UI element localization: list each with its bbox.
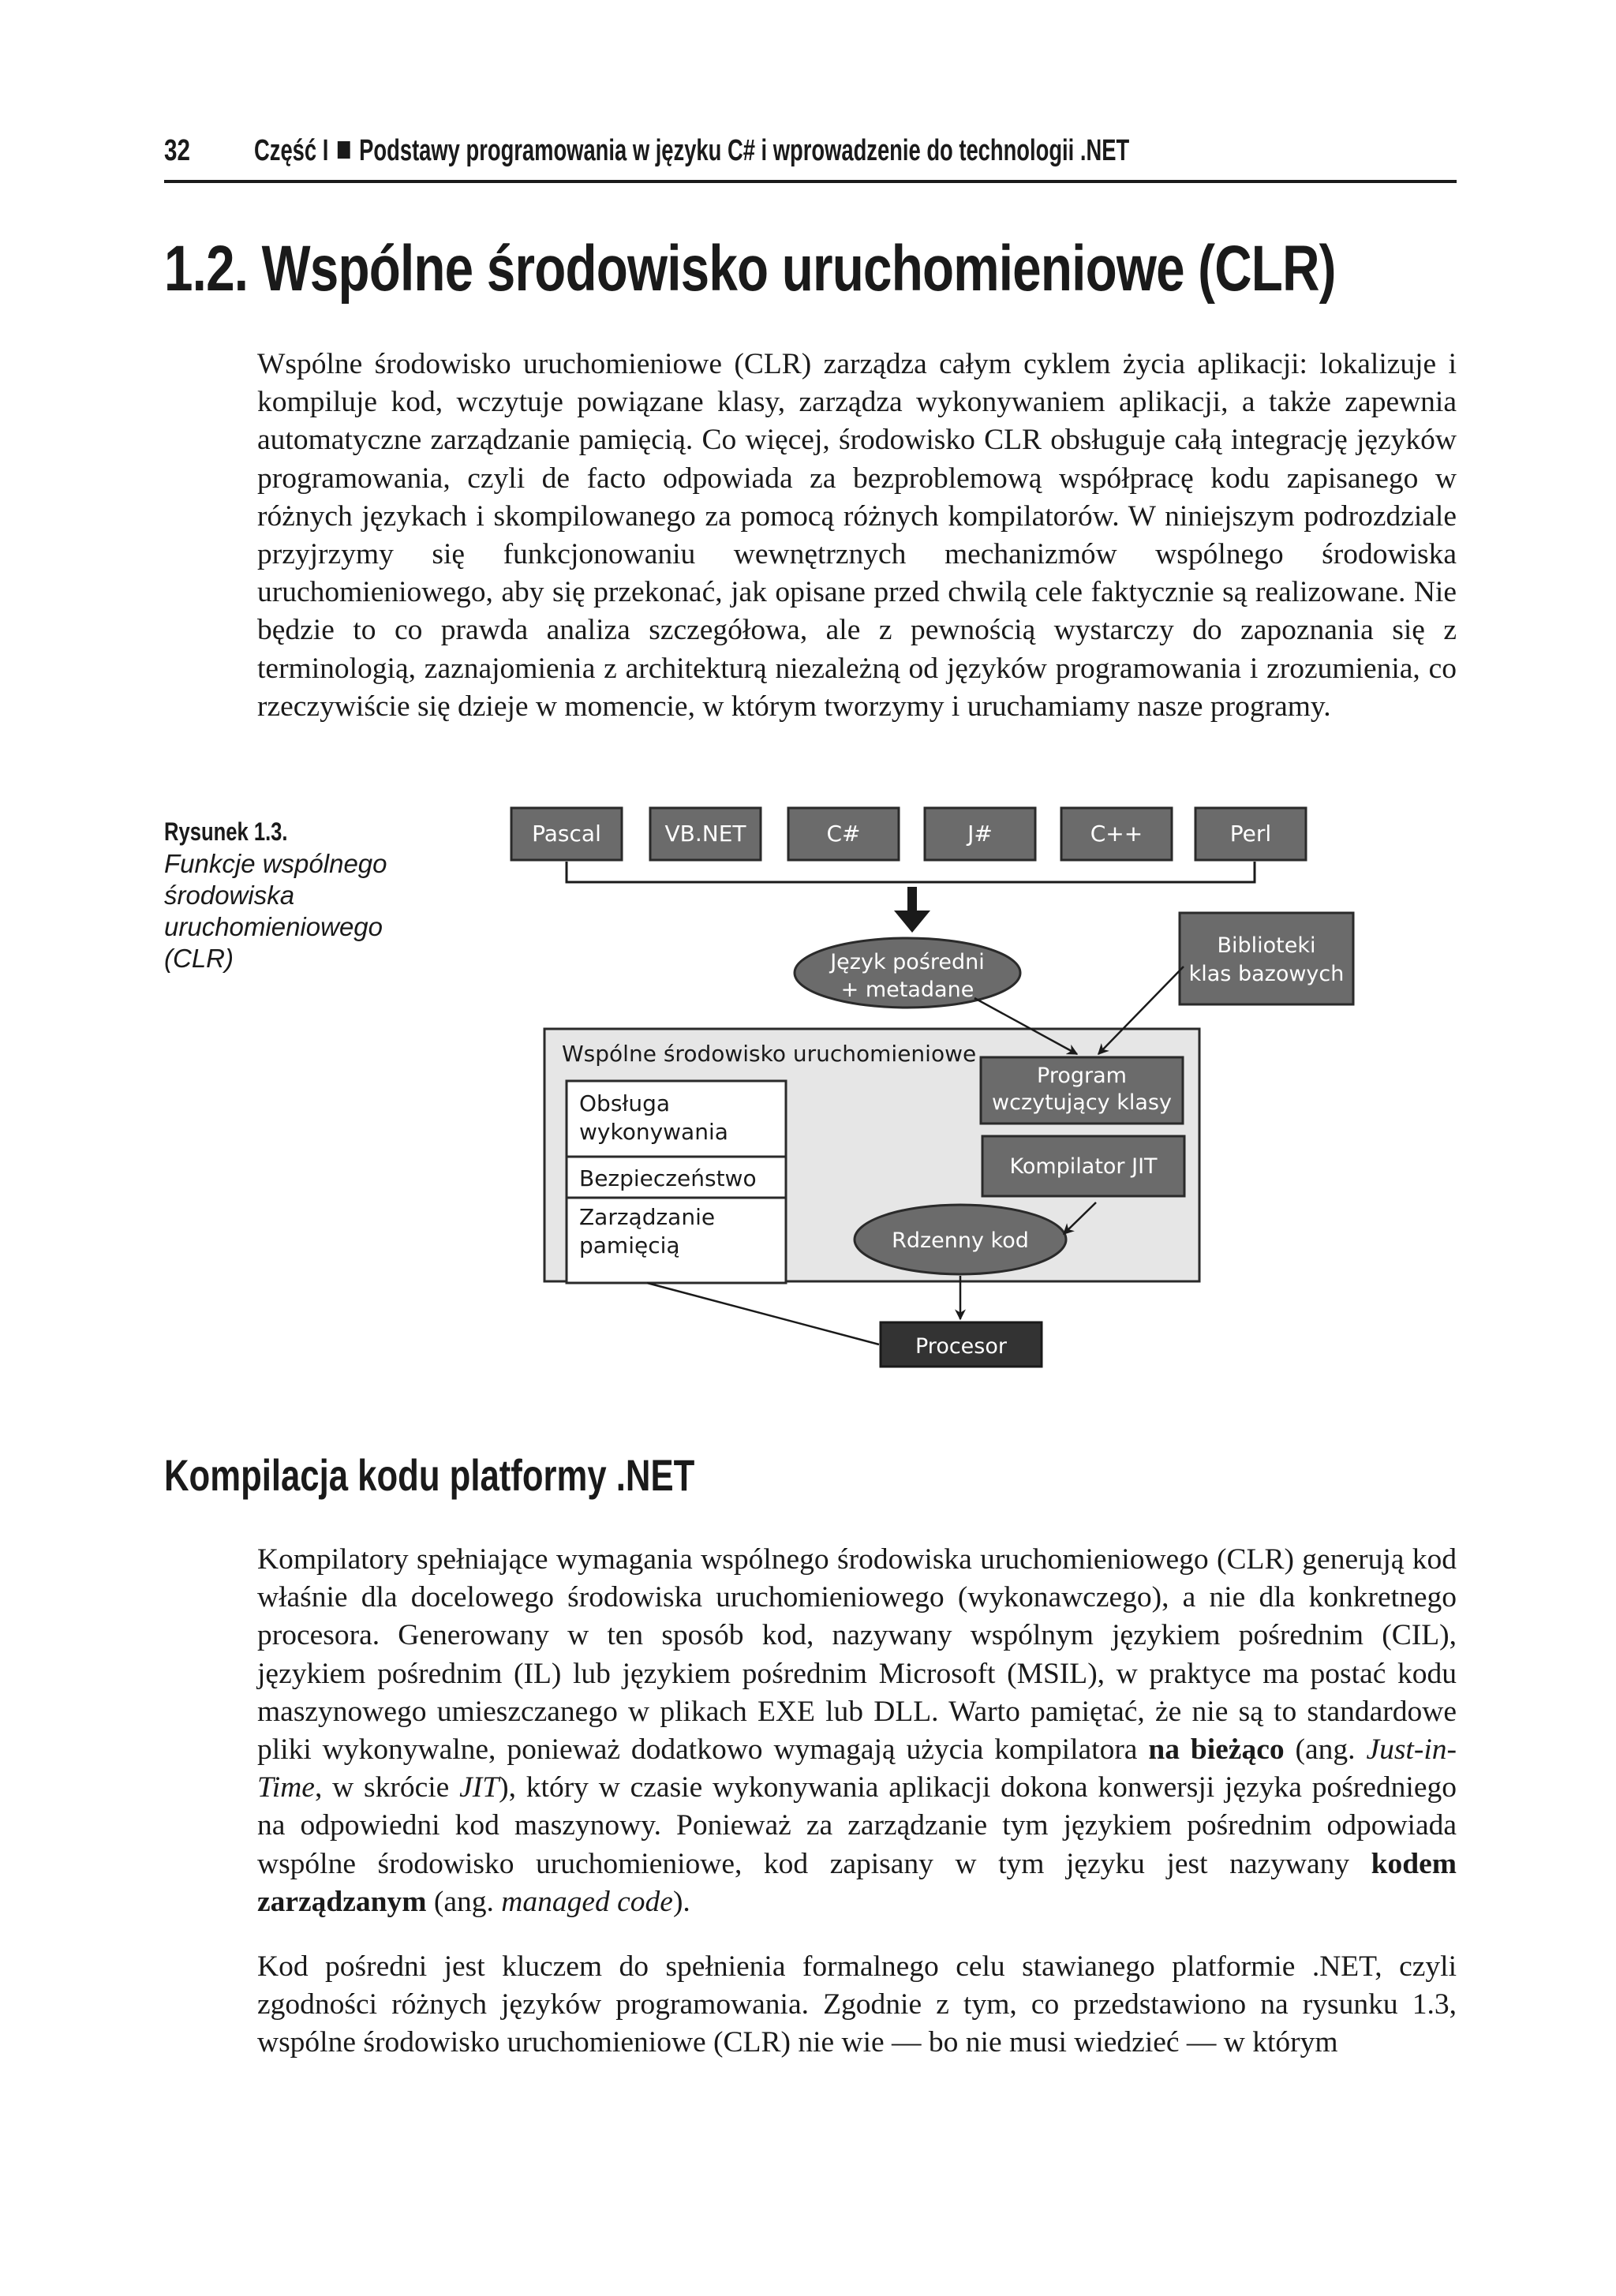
bold-term: kodem zarządzanym — [257, 1847, 1457, 1918]
figure-label: Rysunek 1.3. — [164, 817, 288, 846]
language-box — [650, 808, 761, 860]
bold-term: na bieżąco — [1148, 1733, 1285, 1767]
class-loader-box — [981, 1057, 1183, 1124]
paragraph-intermediate-code: Kod pośredni jest kluczem do spełnienia formalnego celu stawianego platformie .NET, czyli zgodności różnych języków programowania. Zgodnie z tym, co przedstawiono na rysunku 1.3, wspólne środowisko uruchomieniowe (CLR) nie wie — bo nie musi wiedzieć — w którym — [257, 1950, 1457, 2059]
processor-box — [881, 1322, 1042, 1367]
header-book-title: Podstawy programowania w języku C# i wprowadzenie do technologii .NET — [359, 134, 1130, 167]
section-heading: 1.2. Wspólne środowisko uruchomieniowe (CLR) — [164, 233, 1336, 305]
languages-bracket — [567, 862, 1255, 882]
clr-services-stack — [567, 1081, 786, 1283]
header-part: Część I — [254, 134, 329, 167]
text-run: (ang. — [1284, 1733, 1367, 1767]
figure-caption — [164, 817, 432, 974]
header-title — [254, 134, 1129, 168]
language-box — [1061, 808, 1172, 860]
language-label: C++ — [1090, 821, 1143, 847]
subsection-heading: Kompilacja kodu platformy .NET — [164, 1450, 695, 1500]
intermediate-label-line1: Język pośredni — [830, 950, 985, 974]
intermediate-label-line2: + metadane — [840, 978, 974, 1002]
class-loader-line2: wczytujący klasy — [992, 1090, 1172, 1115]
jit-compiler-box — [982, 1136, 1184, 1196]
text-run: ), który w czasie wykonywania aplikacji dokona konwersji języka pośredniego na odpowiedni kod maszynowy. Ponieważ za zarządzanie tym językiem pośrednim odpowiada wspólne środowisko uruchomieniowe, kod zapisany w tym języku jest nazywany — [257, 1771, 1457, 1880]
running-header — [164, 131, 1457, 183]
paragraph-clr-intro: Wspólne środowisko uruchomieniowe (CLR) zarządza całym cyklem życia aplikacji: lokalizuje i kompiluje kod, wczytuje powiązane klasy, zarządza wykonywaniem aplikacji, a także zapewnia automatyczne zarządzanie pamięcią. Co więcej, środowisko CLR obsługuje całą integrację języków programowania, czyli de facto odpowiada za bezproblemową współpracę kodu zapisanego w różnych językach i skompilowanego za pomocą różnych kompilatorów. W niniejszym podrozdziale przyjrzymy się funkcjonowaniu wewnętrznych mechanizmów wspólnego środowiska uruchomieniowego, aby się przekonać, jak opisane przed chwilą cele faktycznie są realizowane. Nie będzie to co prawda analiza szczegółowa, ale z pewnością wystarczy do zapoznania się z terminologią, zaznajomienia z architekturą niezależną od języków programowania i zrozumienia, co rzeczywiście się dzieje w momencie, w którym tworzymy i uruchamiamy nasze programy. — [257, 348, 1457, 723]
text-run: ). — [672, 1885, 690, 1918]
text-run: , w skrócie — [314, 1771, 460, 1804]
execution-support-line2: wykonywania — [579, 1119, 728, 1145]
memory-management-line1: Zarządzanie — [579, 1204, 716, 1230]
page-number: 32 — [164, 134, 190, 167]
text-run: (ang. — [426, 1885, 502, 1918]
square-bullet-icon — [338, 141, 350, 159]
execution-support-line1: Obsługa — [579, 1090, 671, 1116]
native-code-node — [855, 1205, 1066, 1274]
clr-diagram — [473, 797, 1365, 1397]
italic-term: JIT — [459, 1771, 499, 1804]
base-class-libraries-box — [1180, 913, 1353, 1004]
language-label: J# — [967, 821, 993, 847]
language-label: VB.NET — [664, 821, 746, 847]
language-box — [1195, 808, 1306, 860]
security-label: Bezpieczeństwo — [579, 1165, 757, 1191]
language-box — [788, 808, 899, 860]
line-services-to-processor — [647, 1283, 879, 1344]
paragraph-net-compilation — [257, 1541, 1457, 1921]
class-loader-line1: Program — [1037, 1064, 1127, 1088]
figure-caption-text: Funkcje wspólnego środowiska uruchomieniowego (CLR) — [164, 849, 387, 973]
processor-label: Procesor — [915, 1334, 1007, 1359]
language-box — [925, 808, 1035, 860]
language-box — [511, 808, 622, 860]
clr-container-title: Wspólne środowisko uruchomieniowe — [562, 1041, 977, 1067]
native-code-label: Rdzenny kod — [892, 1228, 1029, 1253]
text-run: Kompilatory spełniające wymagania wspólnego środowiska uruchomieniowego (CLR) generują kod właśnie dla docelowego środowiska uruchomieniowego (wykonawczego), a nie dla konkretnego procesora. Generowany w ten sposób kod, nazywany wspólnym językiem pośrednim (CIL), językiem pośrednim (IL) lub językiem pośrednim Microsoft (MSIL), w praktyce ma postać kodu maszynowego umieszczanego w plikach EXE lub DLL. Warto pamiętać, że nie są to standardowe pliki wykonywalne, ponieważ dodatkowo wymagają użycia kompilatora — [257, 1543, 1457, 1767]
italic-term: Just-in-Time — [257, 1733, 1457, 1804]
language-label: Pascal — [532, 821, 601, 847]
language-label: Perl — [1229, 821, 1272, 847]
intermediate-language-node — [795, 938, 1020, 1008]
thick-down-arrow-icon — [894, 887, 930, 933]
language-label: C# — [826, 821, 861, 847]
jit-compiler-label: Kompilator JIT — [1009, 1154, 1158, 1179]
italic-term: managed code — [501, 1885, 673, 1918]
libraries-label-line2: klas bazowych — [1188, 962, 1345, 986]
libraries-label-line1: Biblioteki — [1217, 933, 1316, 958]
memory-management-line2: pamięcią — [579, 1232, 680, 1258]
